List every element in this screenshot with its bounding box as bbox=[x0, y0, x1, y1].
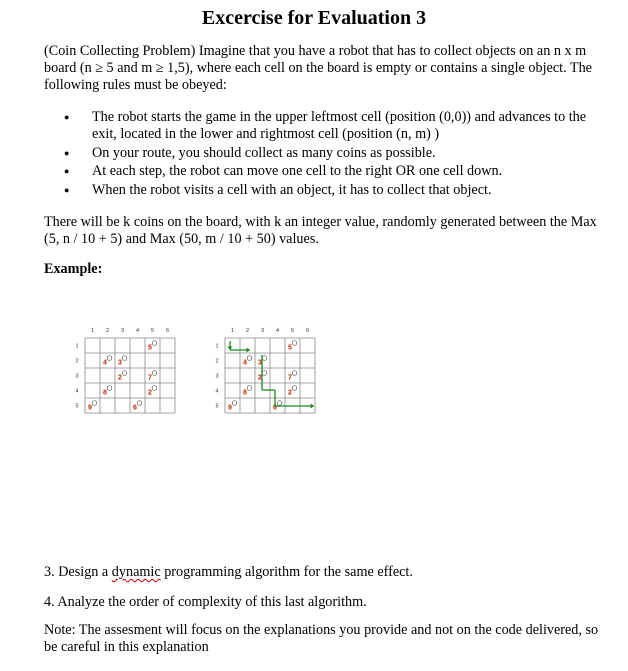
column-label: 5 bbox=[290, 328, 295, 334]
coin-value: 6 bbox=[273, 404, 277, 412]
board-diagram bbox=[60, 322, 190, 437]
coin-value: 9 bbox=[228, 404, 232, 412]
row-label: 4 bbox=[215, 388, 219, 395]
question-3-suffix: programming algorithm for the same effect. bbox=[160, 564, 413, 580]
coin-icon bbox=[292, 386, 297, 391]
row-label: 5 bbox=[215, 403, 219, 410]
column-label: 6 bbox=[305, 328, 310, 334]
coin-icon bbox=[232, 401, 237, 406]
question-3-prefix: 3. Design a bbox=[44, 564, 112, 580]
rule-item: ● The robot starts the game in the upper leftmost cell (position (0,0)) and advances to the exit, located in the lower and rightmost cell (position (n, m) ) bbox=[64, 109, 609, 143]
coin-icon bbox=[262, 356, 267, 361]
coin-icon bbox=[137, 401, 142, 406]
column-label: 3 bbox=[260, 328, 265, 334]
coin-icon bbox=[92, 401, 97, 406]
column-label: 1 bbox=[90, 328, 95, 334]
coin-icon bbox=[122, 371, 127, 376]
coin-value: 2 bbox=[148, 389, 152, 397]
coin-value: 8 bbox=[103, 389, 107, 397]
coin-value: 3 bbox=[118, 359, 122, 367]
coin-value: 2 bbox=[288, 389, 292, 397]
coin-icon bbox=[247, 386, 252, 391]
coins-paragraph: There will be k coins on the board, with k an integer value, randomly generated between the Max (5, n / 10 + 5) and Max (50, m / 10 + 50) values. bbox=[44, 214, 597, 247]
column-label: 1 bbox=[230, 328, 235, 334]
row-label: 2 bbox=[75, 358, 79, 365]
row-label: 1 bbox=[75, 343, 79, 350]
rule-item: ● On your route, you should collect as many coins as possible. bbox=[64, 145, 609, 162]
coin-icon bbox=[122, 356, 127, 361]
coin-value: 8 bbox=[243, 389, 247, 397]
coin-value: 6 bbox=[133, 404, 137, 412]
path-arrow-icon bbox=[311, 404, 315, 409]
intro-paragraph: (Coin Collecting Problem) Imagine that you have a robot that has to collect objects on an n x m board (n ≥ 5 and m ≥ 1,5), where each cell on the board is empty or contains a single object. The following rules must be obeyed: bbox=[44, 43, 592, 93]
question-3 bbox=[44, 564, 413, 581]
board-diagram-with-path bbox=[200, 322, 330, 437]
coin-value: 9 bbox=[88, 404, 92, 412]
coin-icon bbox=[247, 356, 252, 361]
row-label: 3 bbox=[215, 373, 219, 380]
coin-icon bbox=[152, 371, 157, 376]
coin-value: 7 bbox=[288, 374, 292, 382]
coin-value: 2 bbox=[258, 374, 262, 382]
row-label: 4 bbox=[75, 388, 79, 395]
coin-icon bbox=[292, 341, 297, 346]
column-label: 6 bbox=[165, 328, 170, 334]
page-title: Excercise for Evaluation 3 bbox=[201, 7, 427, 29]
column-label: 3 bbox=[120, 328, 125, 334]
path-arrow-icon bbox=[247, 348, 251, 353]
coin-icon bbox=[152, 341, 157, 346]
coin-value: 4 bbox=[103, 359, 107, 367]
row-label: 5 bbox=[75, 403, 79, 410]
coin-icon bbox=[152, 386, 157, 391]
coin-value: 7 bbox=[148, 374, 152, 382]
coin-value: 2 bbox=[118, 374, 122, 382]
coin-icon bbox=[107, 356, 112, 361]
note-paragraph: Note: The assesment will focus on the explanations you provide and not on the code delivered, so be careful in this explanation bbox=[44, 622, 599, 655]
example-label: Example: bbox=[44, 261, 103, 277]
coin-value: 4 bbox=[243, 359, 247, 367]
row-label: 2 bbox=[215, 358, 219, 365]
question-4: 4. Analyze the order of complexity of this last algorithm. bbox=[44, 594, 367, 610]
row-label: 3 bbox=[75, 373, 79, 380]
rule-item: ● When the robot visits a cell with an object, it has to collect that object. bbox=[64, 182, 609, 199]
column-label: 4 bbox=[135, 328, 140, 334]
coin-icon bbox=[107, 386, 112, 391]
coin-icon bbox=[262, 371, 267, 376]
column-label: 4 bbox=[275, 328, 280, 334]
coin-value: 5 bbox=[288, 344, 292, 352]
column-label: 5 bbox=[150, 328, 155, 334]
row-label: 1 bbox=[215, 343, 219, 350]
coin-value: 5 bbox=[148, 344, 152, 352]
rules-list bbox=[64, 109, 609, 200]
rule-item: ● At each step, the robot can move one cell to the right OR one cell down. bbox=[64, 163, 609, 180]
column-label: 2 bbox=[105, 328, 110, 334]
coin-icon bbox=[277, 401, 282, 406]
coin-icon bbox=[292, 371, 297, 376]
coin-value: 3 bbox=[258, 359, 262, 367]
column-label: 2 bbox=[245, 328, 250, 334]
spellcheck-word: dynamic bbox=[111, 564, 161, 580]
